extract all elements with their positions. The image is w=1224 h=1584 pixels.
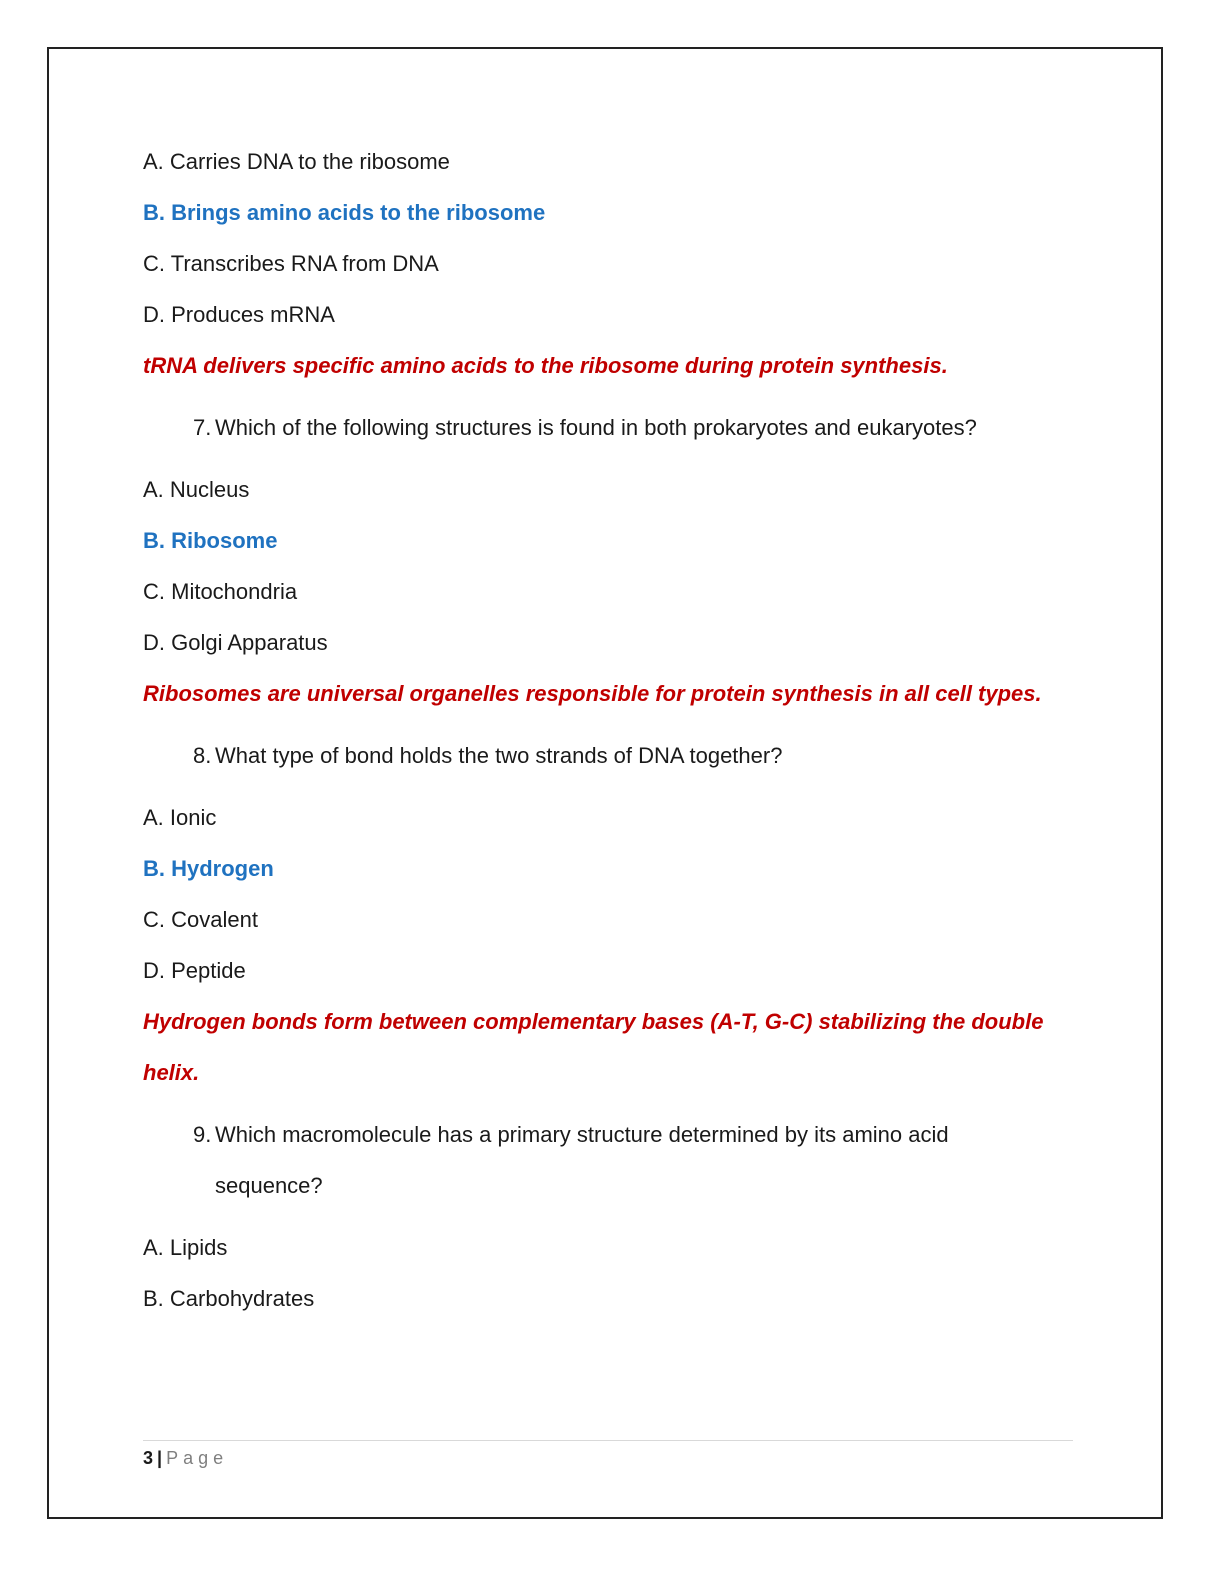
question-text: Which of the following structures is found in both prokaryotes and eukaryotes?	[215, 415, 977, 440]
option-a: A. Carries DNA to the ribosome	[143, 149, 450, 174]
question-text: Which macromolecule has a primary structure determined by its amino acid sequence?	[215, 1122, 949, 1198]
question-7	[143, 402, 1063, 453]
option-c: C. Transcribes RNA from DNA	[143, 251, 439, 276]
option-a: A. Nucleus	[143, 477, 250, 502]
correct-answer: B. Ribosome	[143, 528, 278, 553]
option-d: D. Peptide	[143, 958, 246, 983]
document-body	[143, 136, 1063, 1324]
question-number: 7.	[193, 415, 212, 440]
answer-explanation: Hydrogen bonds form between complementary bases (A-T, G-C) stabilizing the double helix.	[143, 1009, 1044, 1085]
footer-separator: |	[157, 1448, 163, 1468]
page-label: Page	[166, 1448, 229, 1468]
page-number: 3	[143, 1448, 154, 1468]
page-footer	[143, 1446, 228, 1470]
answer-explanation: tRNA delivers specific amino acids to the ribosome during protein synthesis.	[143, 353, 948, 378]
option-b: B. Carbohydrates	[143, 1286, 315, 1311]
question-8	[143, 730, 1063, 781]
question-number: 9.	[193, 1122, 212, 1147]
question-number: 8.	[193, 743, 212, 768]
correct-answer: B. Brings amino acids to the ribosome	[143, 200, 546, 225]
footer-divider	[143, 1440, 1073, 1441]
option-d: D. Produces mRNA	[143, 302, 335, 327]
option-c: C. Mitochondria	[143, 579, 298, 604]
option-d: D. Golgi Apparatus	[143, 630, 328, 655]
question-text: What type of bond holds the two strands of DNA together?	[215, 743, 783, 768]
question-9	[143, 1109, 1063, 1211]
option-a: A. Lipids	[143, 1235, 228, 1260]
option-c: C. Covalent	[143, 907, 258, 932]
correct-answer: B. Hydrogen	[143, 856, 274, 881]
answer-explanation: Ribosomes are universal organelles responsible for protein synthesis in all cell types.	[143, 681, 1042, 706]
option-a: A. Ionic	[143, 805, 217, 830]
